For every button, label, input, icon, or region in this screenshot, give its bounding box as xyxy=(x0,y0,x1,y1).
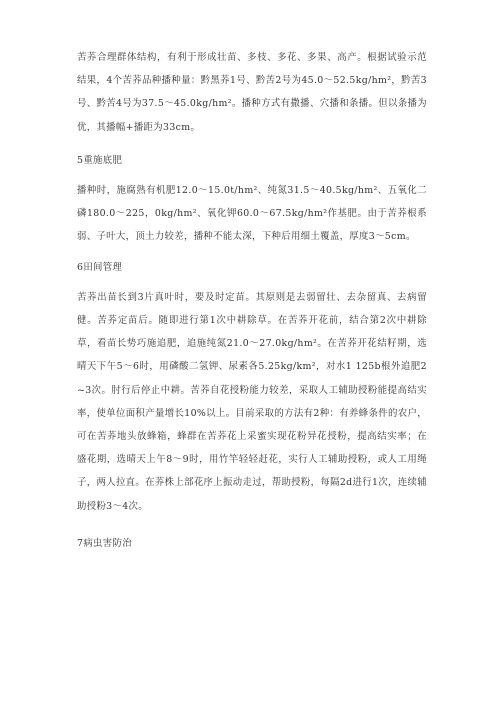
section-heading-pest-control: 7病虫害防治 xyxy=(77,537,132,549)
section-heading-base-fertilizer: 5重施底肥 xyxy=(77,154,123,166)
paragraph-seeding-density: 苦荞合理群体结构，有利于形成壮苗、多枝、多花、多果、高产。根据试验示范结果，4个苦荞品种播种量：黔黑荞1号、黔苦2号为45.0～52.5kg/hm²，黔苦3号、黔苦4号为37.5～45.0kg/hm²。播种方式有撒播、穴播和条播。但以条播为优，其播幅+播距为33cm。 xyxy=(77,52,427,133)
paragraph-field-management: 苦荞出苗长到3片真叶时，要及时定苗。其原则是去弱留壮、去杂留真、去病留健。苦荞定苗后。随即进行第1次中耕除草。在苦荞开花前，结合第2次中耕除草，看苗长势巧施追肥，追施纯氮21.0～27.0kg/hm²。在苦荞开花结籽期，选晴天下午5～6时，用磷酸二氢钾、尿素各5.25kg/km²，对水1 125b根外追肥2~3次。肘行后停止中耕。苦荞自花授粉能力较差，采取人工辅助授粉能提高结实率，使单位面积产量增长10%以上。目前采取的方法有2种：有养蜂条件的农户，可在苦荞地头放蜂箱，蜂群在苦荞花上采蜜实现花粉异花授粉，提高结实率；在盛花期，选晴天上午8～9时，用竹竿轻轻赶花，实行人工辅助授粉，或人工用绳子，两人拉直。在荞株上部花序上振动走过，帮助授粉，每隔2d进行1次，连续辅助授粉3～4次。 xyxy=(77,291,427,512)
paragraph-base-fertilizer: 播种时，施腐熟有机肥12.0～15.0t/hm²、纯氮31.5～40.5kg/hm²、五氧化二磷180.0～225，0kg/hm²、氧化钾60.0～67.5kg/hm²作基肥。由于苦荞根系弱、子叶大，顶土力较差，播种不能太深，下种后用细土覆盖，厚度3～5cm。 xyxy=(77,185,427,243)
section-heading-field-management: 6田间管理 xyxy=(77,261,123,273)
document-page xyxy=(77,46,427,555)
